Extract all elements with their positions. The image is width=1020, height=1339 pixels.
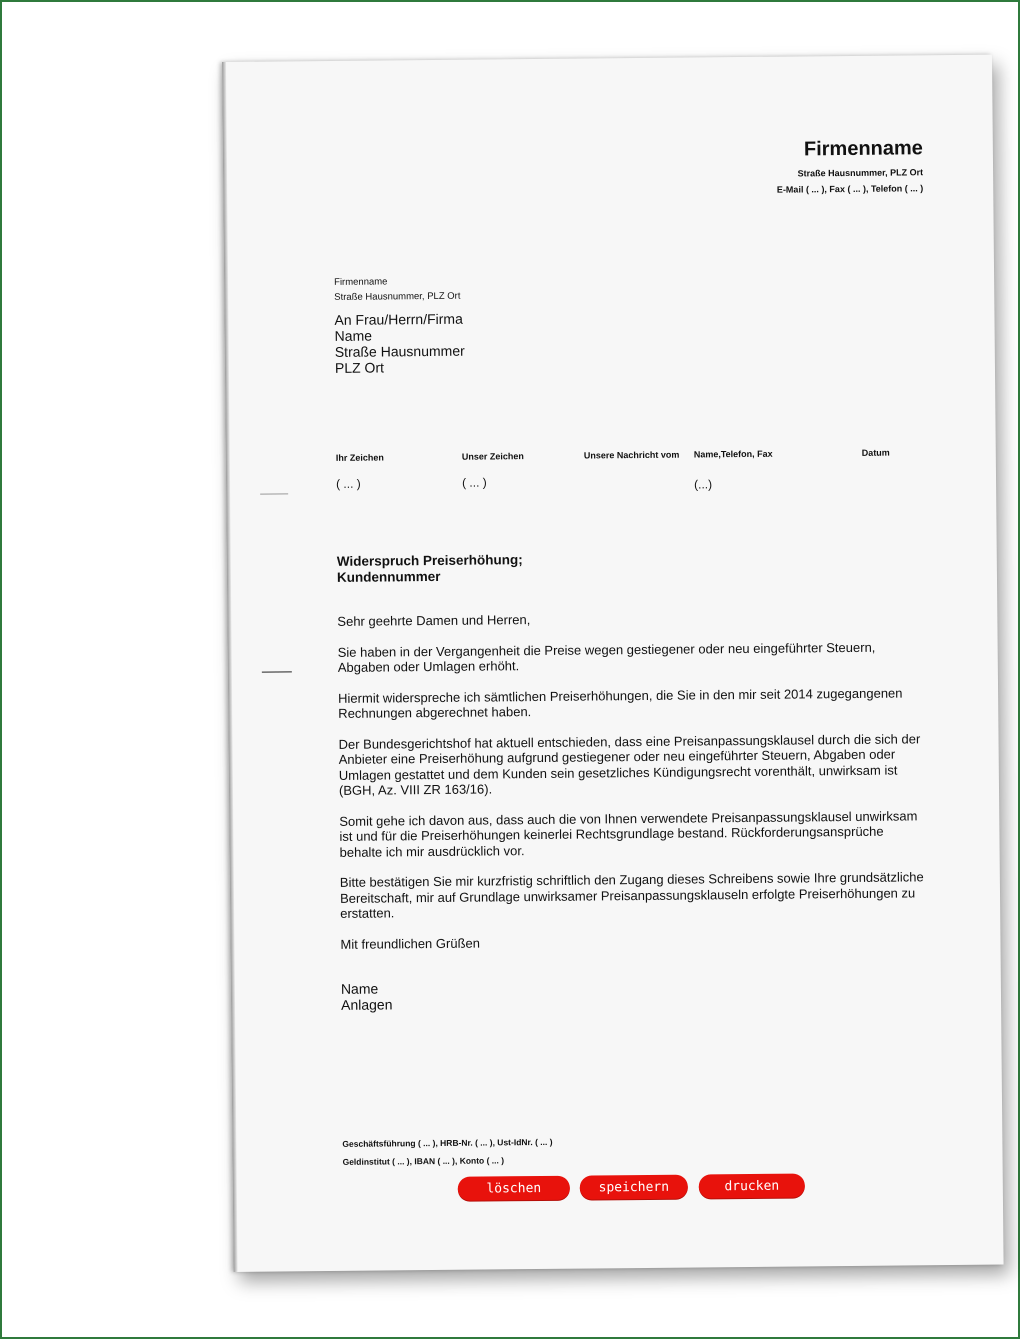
- subject-line: Widerspruch Preiserhöhung;: [336, 552, 523, 569]
- company-name: Firmenname: [803, 137, 923, 161]
- footer-line: Geldinstitut ( ... ), IBAN ( ... ), Konto ( ... ): [342, 1155, 505, 1167]
- save-button[interactable]: speichern: [580, 1175, 688, 1200]
- ref-label-ihr-zeichen: Ihr Zeichen: [335, 452, 384, 463]
- letter-footer: [342, 1133, 552, 1171]
- letter-subject: [337, 552, 523, 586]
- ref-value-name-telefon: (...): [694, 477, 713, 492]
- closing: Mit freundlichen Grüßen: [340, 935, 480, 952]
- letter-page: [222, 55, 1004, 1272]
- signature-block: [341, 980, 393, 1012]
- company-contact: E-Mail ( ... ), Fax ( ... ), Telefon ( ... ): [776, 183, 924, 195]
- salutation: Sehr geehrte Damen und Herren,: [337, 612, 531, 629]
- sender-name: Firmenname: [334, 276, 388, 288]
- signature-name: Name: [340, 980, 379, 997]
- recipient-block: [334, 311, 465, 376]
- subject-line: Kundennummer: [336, 568, 441, 585]
- ref-label-unsere-nachricht: Unsere Nachricht vom: [583, 449, 680, 461]
- recipient-line: PLZ Ort: [334, 359, 385, 376]
- body-paragraph: Hiermit widerspreche ich sämtlichen Preiserhöhungen, die Sie in den mir seit 2014 zugegangenen Rechnungen abgerechnet haben.: [338, 684, 903, 721]
- letter-body: [337, 608, 930, 967]
- company-address: Straße Hausnummer, PLZ Ort: [797, 167, 924, 179]
- ref-value-unser-zeichen: ( ... ): [461, 475, 487, 490]
- footer-line: Geschäftsführung ( ... ), HRB-Nr. ( ... ), Ust-IdNr. ( ... ): [342, 1136, 553, 1149]
- body-paragraph: Bitte bestätigen Sie mir kurzfristig schriftlich den Zugang dieses Schreibens sowie Ihre grundsätzliche Bereitschaft, mir auf Grundlage unwirksamer Preisanpassungsklauseln erfolgte Preiserhöhungen zu erstatten.: [339, 869, 924, 921]
- body-paragraph: Somit gehe ich davon aus, dass auch die von Ihnen verwendete Preisanpassungsklausel unwirksam ist und für die Preiserhöhungen keinerlei Rechtsgrundlage bestand. Rückforderungsansprüche behalte ich mir ausdrücklich vor.: [339, 807, 918, 860]
- ref-label-datum: Datum: [861, 447, 890, 458]
- sender-address: Straße Hausnummer, PLZ Ort: [334, 290, 461, 303]
- body-paragraph: Der Bundesgerichtshof hat aktuell entschieden, dass eine Preisanpassungsklausel durch die sich der Anbieter eine Preiserhöhung aufgrund gestiegener oder neu eingeführter Steuern, Abgaben oder Umlagen gestattet und dem Kunden sein gesetzliches Kündigungsrecht vorenthält, unwirksam ist (BGH, Az. VIII ZR 163/16).: [338, 730, 921, 798]
- delete-button[interactable]: löschen: [458, 1176, 570, 1201]
- body-paragraph: Sie haben in der Vergangenheit die Preise wegen gestiegener oder neu eingeführter Steuern, Abgaben oder Umlagen erhöht.: [337, 639, 876, 675]
- ref-value-ihr-zeichen: ( ... ): [335, 476, 361, 491]
- recipient-line: Straße Hausnummer: [334, 342, 465, 360]
- recipient-line: Name: [334, 327, 373, 344]
- ref-label-name-telefon: Name,Telefon, Fax: [693, 448, 773, 460]
- print-button[interactable]: drucken: [699, 1173, 805, 1198]
- fold-mark-middle: [262, 671, 292, 672]
- fold-mark-top: [260, 493, 288, 494]
- recipient-line: An Frau/Herrn/Firma: [334, 310, 463, 328]
- attachments-label: Anlagen: [340, 996, 393, 1013]
- ref-label-unser-zeichen: Unser Zeichen: [461, 451, 524, 462]
